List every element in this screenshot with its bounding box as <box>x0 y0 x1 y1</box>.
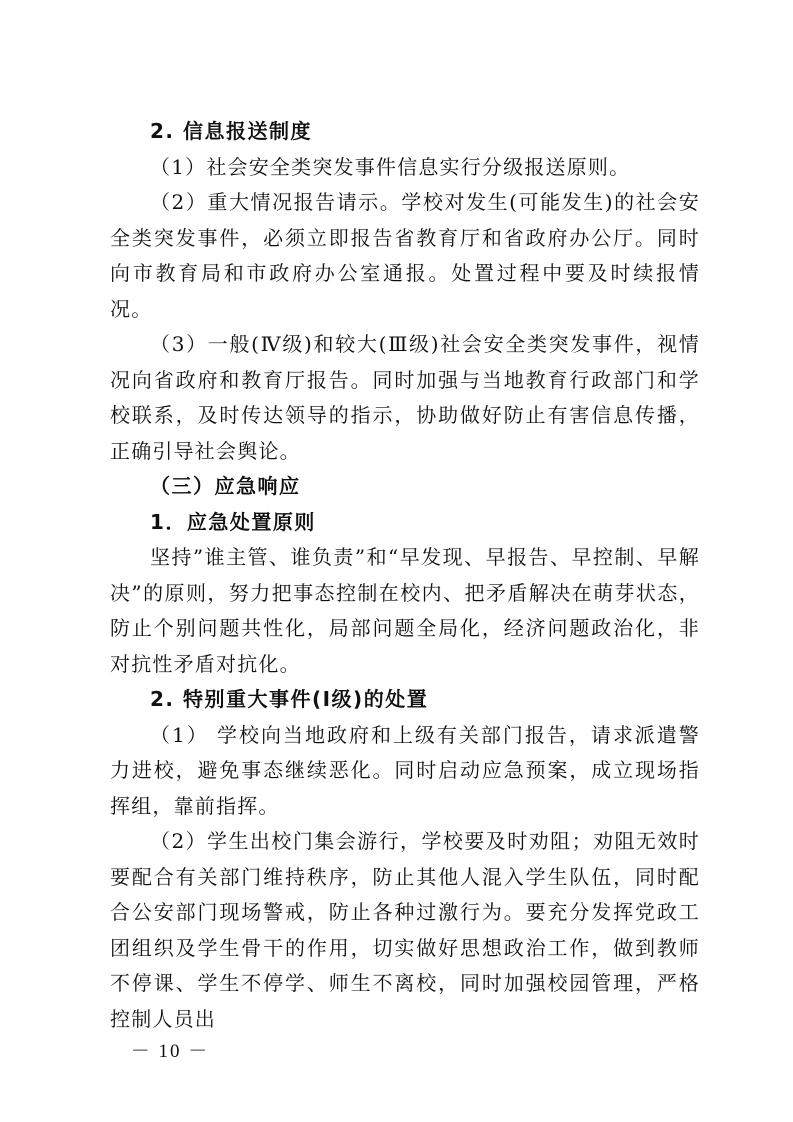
page-number: － 10 － <box>130 1041 210 1062</box>
paragraph-tiered-reporting: （1）社会安全类突发事件信息实行分级报送原则。 <box>150 154 631 179</box>
paragraph-report-to-government: （1） 学校向当地政府和上级有关部门报告，请求派遣警力进校，避免事态继续恶化。同时启动应急预案，成立现场指挥组，靠前指挥。 <box>110 722 700 818</box>
paragraph-student-protest: （2）学生出校门集会游行，学校要及时劝阻；劝阻无效时要配合有关部门维持秩序，防止其他人混入学生队伍，同时配合公安部门现场警戒，防止各种过激行为。要充分发挥党政工团组织及学生骨干的作用，切实做好思想政治工作，做到教师不停课、学生不停学、师生不离校，同时加强校园管理，严格控制人员出 <box>110 829 700 1031</box>
paragraph-major-situation-report: （2）重大情况报告请示。学校对发生(可能发生)的社会安全类突发事件，必须立即报告省教育厅和省政府办公厅。同时向市教育局和市政府办公室通报。处置过程中要及时续报情况。 <box>110 190 700 321</box>
section-heading-level-one-handling: 2. 特别重大事件(Ⅰ级)的处置 <box>150 687 429 711</box>
section-heading-emergency-response: （三）应急响应 <box>150 474 301 498</box>
section-heading-handling-principles: 1．应急处置原则 <box>150 509 316 534</box>
paragraph-general-level-events: （3）一般(Ⅳ级)和较大(Ⅲ级)社会安全类突发事件，视情况向省政府和教育厅报告。同时加强与当地教育行政部门和学校联系，及时传达领导的指示，协助做好防止有害信息传播，正确引导社会舆论。 <box>110 332 700 463</box>
document-body <box>110 114 700 1037</box>
paragraph-handling-principles: 坚持”谁主管、谁负责”和“早发现、早报告、早控制、早解决”的原则，努力把事态控制在校内、把矛盾解决在萌芽状态，防止个别问题共性化，局部问题全局化，经济问题政治化，非对抗性矛盾对抗化。 <box>110 545 700 676</box>
section-heading-info-reporting: 2. 信息报送制度 <box>150 119 312 143</box>
